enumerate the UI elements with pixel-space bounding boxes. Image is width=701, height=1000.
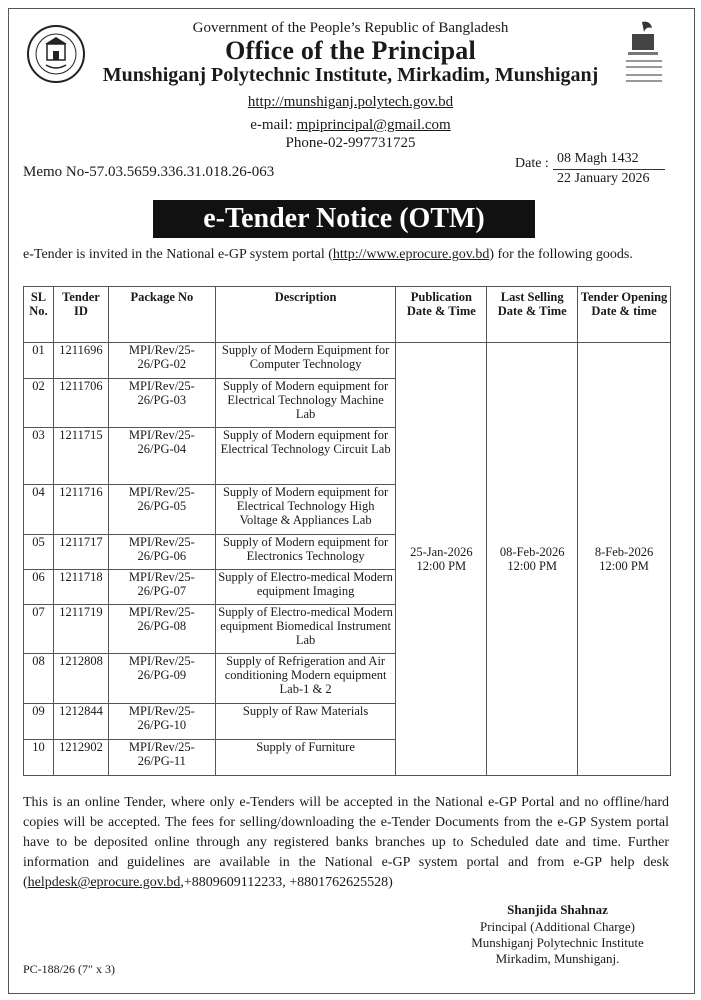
row-package: MPI/Rev/25-26/PG-09 [108, 654, 215, 704]
row-description: Supply of Modern equipment for Electrical Technology Machine Lab [215, 379, 396, 428]
opening-date: 8-Feb-2026 12:00 PM [578, 343, 671, 776]
header-opening: Tender Opening Date & time [578, 287, 671, 343]
tender-table [23, 286, 671, 776]
row-description: Supply of Modern equipment for Electrical Technology High Voltage & Appliances Lab [215, 485, 396, 535]
memo-number: Memo No-57.03.5659.336.31.018.26-063 [23, 164, 275, 180]
row-description: Supply of Modern Equipment for Computer Technology [215, 343, 396, 379]
eprocure-link[interactable]: http://www.eprocure.gov.bd [332, 247, 490, 262]
row-tender-id: 1211718 [53, 570, 108, 605]
row-description: Supply of Refrigeration and Air conditioning Modern equipment Lab-1 & 2 [215, 654, 396, 704]
government-line: Government of the People’s Republic of Bangladesh [192, 20, 509, 36]
row-sl: 09 [24, 704, 54, 740]
email-label: e-mail: [250, 117, 297, 133]
row-package: MPI/Rev/25-26/PG-06 [108, 535, 215, 570]
header-package: Package No [108, 287, 215, 343]
row-tender-id: 1211706 [53, 379, 108, 428]
row-package: MPI/Rev/25-26/PG-07 [108, 570, 215, 605]
row-sl: 04 [24, 485, 54, 535]
header-sl: SL No. [24, 287, 54, 343]
date-english: 22 January 2026 [557, 171, 650, 186]
row-tender-id: 1212808 [53, 654, 108, 704]
row-sl: 02 [24, 379, 54, 428]
header-last-selling: Last Selling Date & Time [487, 287, 578, 343]
row-sl: 03 [24, 428, 54, 485]
header-tender-id: Tender ID [53, 287, 108, 343]
table-header-row [24, 287, 671, 343]
footer-paragraph [23, 793, 669, 893]
row-tender-id: 1211716 [53, 485, 108, 535]
row-package: MPI/Rev/25-26/PG-03 [108, 379, 215, 428]
row-tender-id: 1211715 [53, 428, 108, 485]
row-description: Supply of Electro-medical Modern equipment Biomedical Instrument Lab [215, 605, 396, 654]
table-row [24, 343, 671, 379]
row-description: Supply of Raw Materials [215, 704, 396, 740]
footer-text: This is an online Tender, where only e-Tenders will be accepted in the National e-GP Portal and no offline/hard copies will be accepted. The fees for selling/downloading the e-Tender Documents from the e-GP System portal have to be deposited online through any registered banks branches up to Scheduled date and time. Further information and guidelines are available in the National e-GP system portal and from e-GP help desk ( [23, 795, 669, 890]
row-tender-id: 1212844 [53, 704, 108, 740]
email-line [0, 117, 701, 134]
row-sl: 05 [24, 535, 54, 570]
notice-title: e-Tender Notice (OTM) [153, 200, 535, 238]
header-description: Description [215, 287, 396, 343]
row-package: MPI/Rev/25-26/PG-10 [108, 704, 215, 740]
row-sl: 07 [24, 605, 54, 654]
row-description: Supply of Electro-medical Modern equipment Imaging [215, 570, 396, 605]
intro-before: e-Tender is invited in the National e-GP system portal ( [23, 247, 333, 262]
row-package: MPI/Rev/25-26/PG-05 [108, 485, 215, 535]
intro-after: ) for the following goods. [489, 247, 633, 262]
header-publication: Publication Date & Time [396, 287, 487, 343]
intro-text [23, 246, 669, 263]
signatory-designation: Principal (Additional Charge) [479, 919, 635, 934]
date-divider [553, 169, 665, 170]
email-link[interactable]: mpiprincipal@gmail.com [296, 117, 451, 133]
row-description: Supply of Furniture [215, 740, 396, 776]
row-package: MPI/Rev/25-26/PG-08 [108, 605, 215, 654]
row-package: MPI/Rev/25-26/PG-04 [108, 428, 215, 485]
footer-contact: ,+8809609112233, +8801762625528) [180, 875, 393, 890]
date-label: Date : [515, 156, 549, 171]
website-link[interactable]: http://munshiganj.polytech.gov.bd [247, 94, 454, 110]
row-tender-id: 1212902 [53, 740, 108, 776]
last-selling-date: 08-Feb-2026 12:00 PM [487, 343, 578, 776]
helpdesk-email-link[interactable]: helpdesk@eprocure.gov.bd [27, 875, 181, 890]
publication-date: 25-Jan-2026 12:00 PM [396, 343, 487, 776]
row-description: Supply of Modern equipment for Electronics Technology [215, 535, 396, 570]
row-sl: 08 [24, 654, 54, 704]
row-tender-id: 1211719 [53, 605, 108, 654]
row-package: MPI/Rev/25-26/PG-02 [108, 343, 215, 379]
signatory-institute: Munshiganj Polytechnic Institute [471, 935, 644, 950]
row-sl: 10 [24, 740, 54, 776]
row-sl: 06 [24, 570, 54, 605]
institute-name: Munshiganj Polytechnic Institute, Mirkadim, Munshiganj [102, 64, 599, 86]
phone-line: Phone-02-997731725 [285, 135, 416, 151]
row-tender-id: 1211717 [53, 535, 108, 570]
row-tender-id: 1211696 [53, 343, 108, 379]
date-bangla: 08 Magh 1432 [557, 151, 639, 166]
row-package: MPI/Rev/25-26/PG-11 [108, 740, 215, 776]
row-sl: 01 [24, 343, 54, 379]
pc-reference: PC-188/26 (7″ x 3) [23, 962, 115, 976]
office-title: Office of the Principal [225, 36, 476, 65]
signatory-place: Mirkadim, Munshiganj. [495, 951, 620, 966]
signatory-name: Shanjida Shahnaz [507, 902, 608, 917]
row-description: Supply of Modern equipment for Electrical Technology Circuit Lab [215, 428, 396, 485]
